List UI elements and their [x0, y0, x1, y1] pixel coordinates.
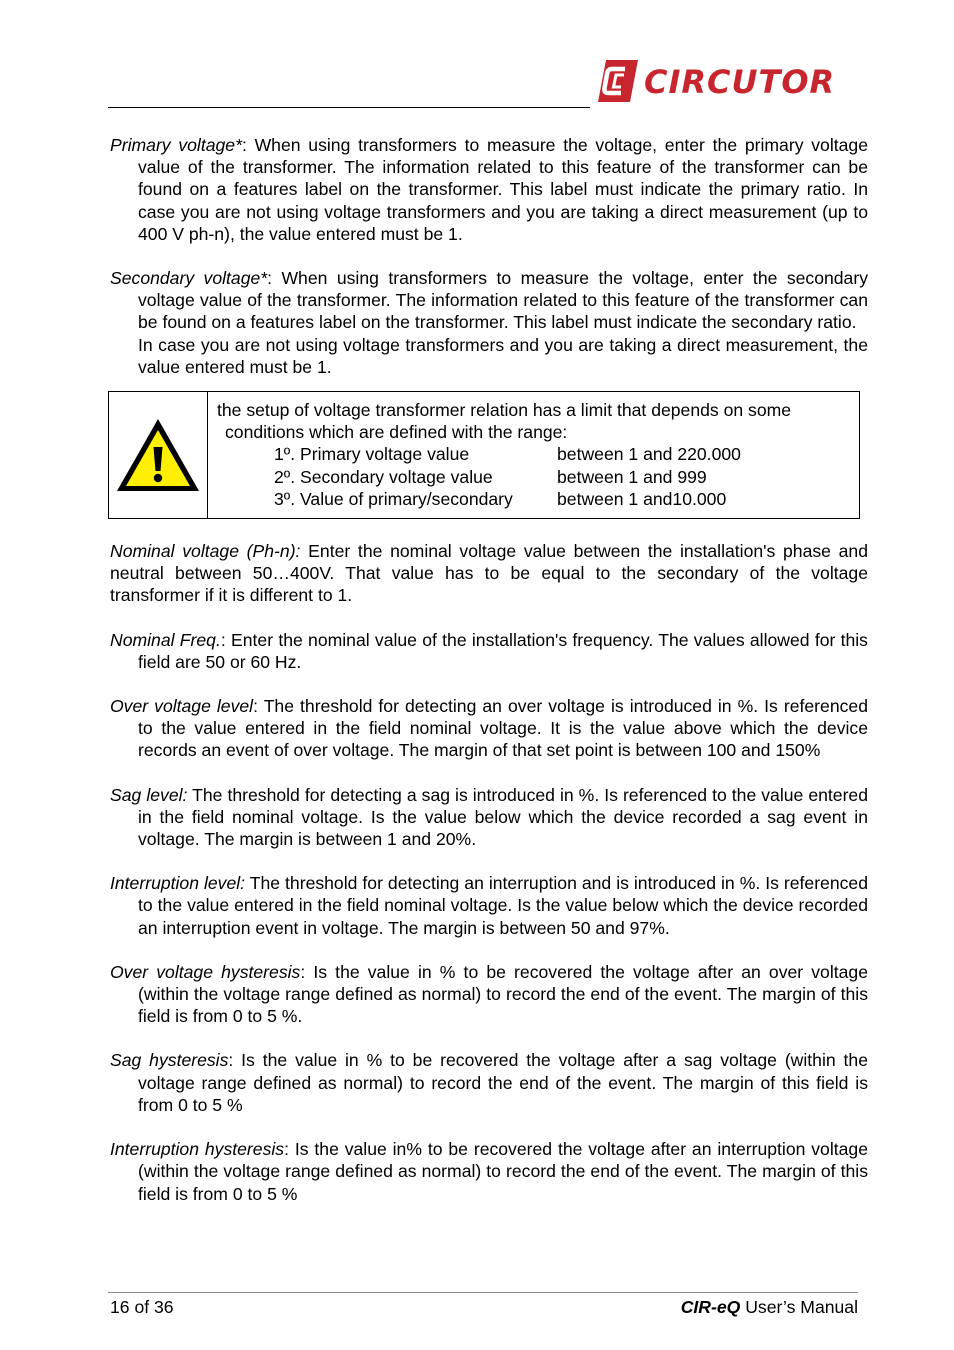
entry-interruption-hysteresis: Interruption hysteresis: Is the value in% to be recovered the voltage after an interruption voltage (within the voltage range defined as normal) to record the end of the event. The margin of this field is from 0 to 5 %: [110, 1139, 868, 1204]
entry-interruption-level: [110, 872, 868, 939]
entry-nominal-voltage: [110, 540, 868, 607]
entry-sag-level: [110, 784, 868, 851]
entry-primary-voltage: Primary voltage*: When using transformers to measure the voltage, enter the primary voltage value of the transformer. The information related to this feature of the transformer can be found on a features label on the transformer. This label must indicate the primary ratio. In case you are not using voltage transformers and you are taking a direct measurement (up to 400 V ph-n), the value entered must be 1.: [110, 135, 868, 244]
range-label: 1º. Primary voltage value: [274, 444, 470, 465]
entry-term: Interruption level:: [110, 873, 246, 894]
manual-label: User’s Manual: [740, 1297, 858, 1317]
entry-term: Sag level:: [110, 784, 188, 805]
range-row: [217, 488, 859, 510]
entry-text: When using transformers to measure the voltage, enter the primary voltage value of the transformer. The information related to this feature of the transformer can be found on a features label on the transformer. This label must indicate the primary ratio. In case you are not using voltage transformers and you are taking a direct measurement (up to 400 V ph-n), the value entered must be 1.: [138, 135, 868, 244]
warning-intro-continued: conditions which are defined with the range:: [225, 422, 568, 443]
footer-manual-title: [681, 1296, 858, 1318]
range-row: [217, 443, 859, 465]
entry-text: The threshold for detecting an interruption and is introduced in %. Is referenced to the value entered in the field nominal voltage. Is the value below which the device recorded an interruption event in voltage. The margin is between 50 and 97%.: [138, 873, 868, 938]
warning-text: [208, 392, 859, 518]
range-value: between 1 and 999: [557, 466, 707, 487]
entry-text: Is the value in % to be recovered the voltage after a sag voltage (within the voltage range defined as normal) to record the end of the event. The margin of this field is from 0 to 5 %: [138, 1050, 869, 1115]
warning-intro: the setup of voltage transformer relation has a limit that depends on some: [217, 400, 792, 421]
page-content: [110, 134, 868, 1227]
entry-text: Enter the nominal voltage value between the installation's phase and neutral between 50…400V. That value has to be equal to the secondary of the voltage transformer if it is different to 1.: [110, 541, 869, 606]
entry-term: Interruption hysteresis: [110, 1139, 285, 1160]
entry-term: Primary voltage*: [110, 135, 242, 155]
logo-text: CIRCUTOR: [644, 63, 836, 101]
product-name: CIR-eQ: [680, 1297, 741, 1317]
range-label: 3º. Value of primary/secondary: [274, 488, 513, 509]
entry-sag-hysteresis: Sag hysteresis: Is the value in % to be recovered the voltage after a sag voltage (within the voltage range defined as normal) to record the end of the event. The margin of this field is from 0 to 5 %: [110, 1050, 869, 1115]
warning-box: [108, 391, 860, 519]
entry-text-continued: In case you are not using voltage transformers and you are taking a direct measurement, the value entered must be 1.: [138, 334, 868, 377]
footer-rule: [108, 1292, 858, 1293]
warning-triangle-icon: [113, 415, 203, 495]
range-value: between 1 and 220.000: [557, 444, 741, 465]
range-row: [217, 466, 859, 488]
entry-secondary-voltage: Secondary voltage*: When using transformers to measure the voltage, enter the secondary voltage value of the transformer. The information related to this feature of the transformer can be found on a features label on the transformer. This label must indicate the secondary ratio. In case you are not using voltage transformers and you are taking a direct measurement, the value entered must be 1.: [110, 268, 868, 377]
circutor-logo-mark-icon: [594, 58, 640, 104]
entry-text: The threshold for detecting an over voltage is introduced in %. Is referenced to the value entered in the field nominal voltage. It is the value above which the device records an event of over voltage. The margin of that set point is between 100 and 150%: [138, 696, 868, 761]
entry-term: Nominal voltage (Ph-n):: [110, 541, 301, 562]
entry-over-voltage-hysteresis: Over voltage hysteresis: Is the value in % to be recovered the voltage after an over voltage (within the voltage range defined as normal) to record the end of the event. The margin of this field is from 0 to 5 %.: [110, 961, 868, 1027]
entry-nominal-freq: Nominal Freq.: Enter the nominal value of the installation's frequency. The values allowed for this field are 50 or 60 Hz.: [110, 629, 868, 672]
entry-text: When using transformers to measure the voltage, enter the secondary voltage value of the transformer. The information related to this feature of the transformer can be found on a features label on the transformer. This label must indicate the secondary ratio.: [138, 268, 868, 333]
entry-term: Over voltage level: [110, 696, 254, 717]
entry-text: Is the value in% to be recovered the voltage after an interruption voltage (within the voltage range defined as normal) to record the end of the event. The margin of this field is from 0 to 5 %: [138, 1139, 868, 1204]
page-number: 16 of 36: [110, 1297, 174, 1317]
circutor-logo: [594, 58, 846, 106]
entry-text: The threshold for detecting a sag is introduced in %. Is referenced to the value entered in the field nominal voltage. Is the value below which the device recorded a sag event in voltage. The margin is between 1 and 20%.: [138, 784, 869, 850]
header-rule: [108, 107, 590, 108]
entry-text: Enter the nominal value of the installation's frequency. The values allowed for this field are 50 or 60 Hz.: [138, 629, 868, 672]
entry-term: Nominal Freq.: [110, 629, 221, 650]
range-label: 2º. Secondary voltage value: [274, 466, 493, 487]
entry-term: Sag hysteresis: [110, 1050, 229, 1071]
warning-icon-cell: [109, 392, 208, 518]
entry-over-voltage-level: Over voltage level: The threshold for detecting an over voltage is introduced in %. Is referenced to the value entered in the field nominal voltage. It is the value above which the device records an event of over voltage. The margin of that set point is between 100 and 150%: [110, 696, 868, 761]
range-value: between 1 and10.000: [557, 488, 727, 509]
entry-term: Over voltage hysteresis: [110, 961, 301, 982]
entry-term: Secondary voltage*: [110, 268, 268, 289]
entry-text: Is the value in % to be recovered the voltage after an over voltage (within the voltage range defined as normal) to record the end of the event. The margin of this field is from 0 to 5 %.: [138, 961, 868, 1027]
